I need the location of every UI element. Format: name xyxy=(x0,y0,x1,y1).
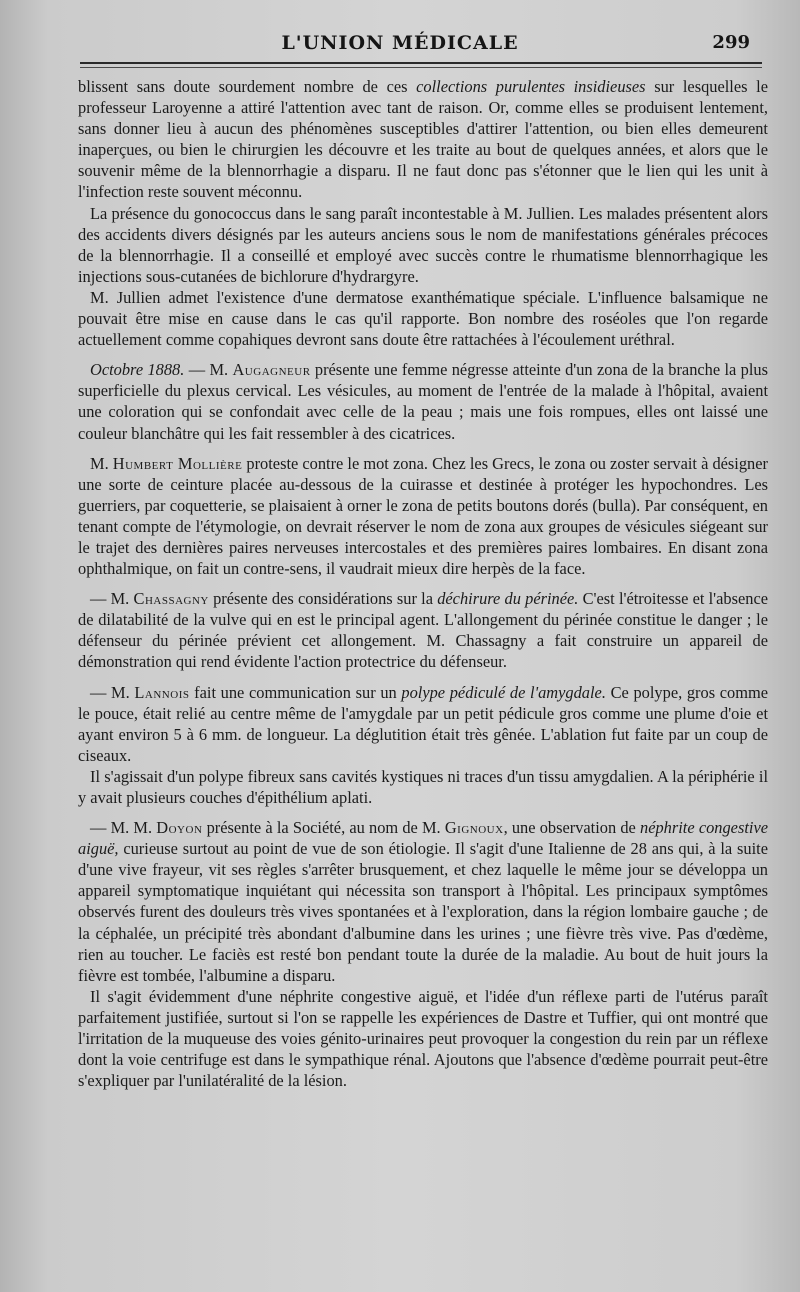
article-body xyxy=(78,76,768,1091)
author-name: Lannois xyxy=(134,682,190,702)
header-rule xyxy=(80,62,762,64)
date-text: Octobre 1888. xyxy=(90,360,185,380)
emphasis-text: polype pédiculé de l'amygdale. xyxy=(401,682,606,702)
header-rule-thin xyxy=(80,67,762,68)
paragraph-6: — M. Chassagny présente des considérations sur la déchirure du périnée. C'est l'étroitesse et l'absence de dilatabilité de la vulve qui en est le principal agent. L'allongement du périnée constitue le danger ; le défenseur du périnée prévient cet allongement. M. Chassagny a fait construire un appareil de démonstration qui rend évidente l'action protectrice du défenseur. xyxy=(78,589,768,672)
paragraph-1: blissent sans doute sourdement nombre de ces collections purulentes insidieuses sur lesquelles le professeur Laroyenne a attiré l'attention avec tant de raison. Or, comme elles se produisent lentement, sans donner lieu à aucun des phénomènes susceptibles d'attirer l'attention, ou bien elles demeurent inaperçues, ou bien le chirurgien les découvre et les traite au bout de quelques années, et alors que le souvenir même de la blennorrhagie a disparu. Il ne faut donc pas s'étonner que le lien qui les unit à l'infection reste souvent méconnu. xyxy=(78,77,768,202)
paragraph-8: Il s'agissait d'un polype fibreux sans cavités kystiques ni traces d'un tissu amygdalien. A la périphérie il y avait plusieurs couches d'épithélium aplati. xyxy=(78,766,768,807)
emphasis-text: collections purulentes insidieuses xyxy=(416,77,646,96)
author-name: Gignoux xyxy=(444,818,504,838)
emphasis-text: déchirure du périnée. xyxy=(437,589,579,609)
paragraph-9: — M. M. Doyon présente à la Société, au nom de M. Gignoux, une observation de néphrite congestive aiguë, curieuse surtout au point de vue de son étiologie. Il s'agit d'une Italienne de 28 ans qui, à la suite d'une vive frayeur, vit ses règles s'arrêter brusquement, et chez laquelle le même jour se développa un appareil symptomatique inquiétant qui nécessita son transport à l'hôpital. Les principaux symptômes observés furent des douleurs très vives spontanées et à l'exploration, dans la région lombaire gauche ; de la céphalée, un précipité très abondant d'albumine dans les urines ; une fièvre très vive. Pas d'œdème, rien au toucher. Le faciès est resté bon pendant toute la durée de la maladie. Au bout de huit jours la fièvre est tombée, l'albumine a disparu. xyxy=(78,818,768,985)
paragraph-5: M. Humbert Mollière proteste contre le mot zona. Chez les Grecs, le zona ou zoster servait à désigner une sorte de ceinture placée au-dessous de la cuirasse et destinée à protéger les hypochondres. Les guerriers, par coquetterie, se plaisaient à orner le zona de petits boutons dorés (bulla). Par conséquent, en tenant compte de l'étymologie, on devrait réserver le nom de zona aux groupes de vésicules siégeant sur le trajet des dernières paires nerveuses intercostales et des premières paires lombaires. En disant zona ophthalmique, on fait un contre-sens, il vaudrait mieux dire herpès de la face. xyxy=(78,453,768,579)
paragraph-2: La présence du gonococcus dans le sang paraît incontestable à M. Jullien. Les malades présentent alors des accidents divers désignés par les auteurs anciens sous le nom de manifestations générales précoces de la blennorrhagie. Il a conseillé et employé avec succès contre le rhumatisme blennorrhagique les injections sous-cutanées de bichlorure d'hydrargyre. xyxy=(78,203,768,286)
page-number: 299 xyxy=(712,32,750,53)
author-name: Doyon xyxy=(156,818,203,838)
author-name: Chassagny xyxy=(133,589,209,609)
paragraph-10: Il s'agit évidemment d'une néphrite congestive aiguë, et l'idée d'un réflexe parti de l'utérus paraît parfaitement justifiée, surtout si l'on se rappelle les expériences de Dastre et Tuffier, qui ont montré que l'irritation de la muqueuse des voies génito-urinaires peut provoquer la congestion du rein par un réflexe dont la voie centrifuge est dans le sympathique rénal. Ajoutons que l'absence d'œdème pourrait peut-être s'expliquer par l'unilatéralité de la lésion. xyxy=(78,986,768,1091)
paragraph-4: Octobre 1888. — M. Augagneur présente une femme négresse atteinte d'un zona de la branche la plus superficielle du plexus cervical. Les vésicules, au moment de l'entrée de la malade à l'hôpital, avaient une coloration qui se confondait avec celle de la peau ; mais une fois rompues, elles ont laissé une couleur blanchâtre qui les fait ressembler à des cicatrices. xyxy=(78,360,769,443)
author-name: Augagneur xyxy=(232,360,311,380)
emphasis-text: néphrite congestive aiguë, xyxy=(78,818,768,859)
journal-title: L'UNION MÉDICALE xyxy=(281,32,519,54)
paragraph-3: M. Jullien admet l'existence d'une dermatose exanthématique spéciale. L'influence balsamique ne pouvait être mise en cause dans le cas qu'il rapporte. Bon nombre des roséoles que l'on regarde actuellement comme copahiques devront sans doute être rattachées à l'écoulement uréthral. xyxy=(78,287,768,350)
paragraph-7: — M. Lannois fait une communication sur un polype pédiculé de l'amygdale. Ce polype, gros comme le pouce, était relié au centre même de l'amygdale par un petit pédicule gros comme une plume d'oie et ayant environ 5 à 6 mm. de longueur. La déglutition était très gênée. L'ablation fut faite par un coup de ciseaux. xyxy=(78,682,768,765)
running-header xyxy=(0,28,800,58)
author-name: Humbert Mollière xyxy=(112,453,243,473)
